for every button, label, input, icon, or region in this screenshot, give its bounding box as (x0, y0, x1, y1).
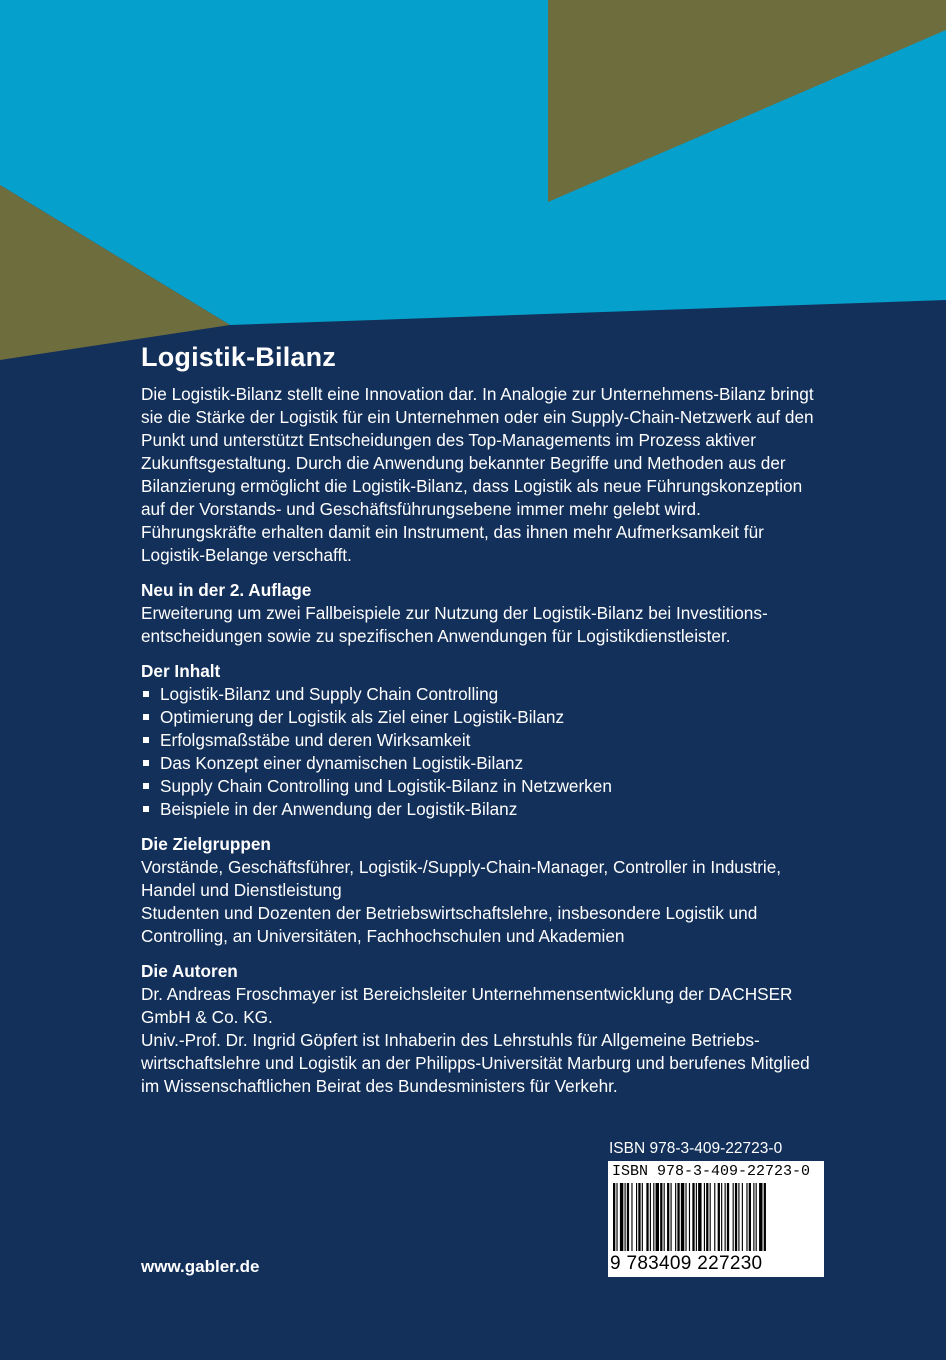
barcode-bar (698, 1183, 701, 1251)
authors-heading: Die Autoren (141, 961, 238, 981)
barcode-bar (667, 1183, 669, 1251)
barcode-bar (753, 1183, 754, 1251)
barcode-bar (718, 1183, 720, 1251)
barcode-bar (656, 1183, 659, 1251)
contents-heading: Der Inhalt (141, 661, 221, 681)
barcode-bar (689, 1183, 690, 1251)
barcode-bar (706, 1183, 708, 1251)
barcode-bar (625, 1183, 626, 1251)
target-groups-line1: Vorstände, Geschäftsführer, Logistik-/Supply-Chain-Manager, Controller in Industrie, Handel und Dienstleistung (141, 857, 782, 900)
barcode-bar (756, 1183, 757, 1251)
new-edition-heading: Neu in der 2. Auflage (141, 580, 312, 600)
barcode-bar (735, 1183, 737, 1251)
list-item: Logistik-Bilanz und Supply Chain Controlling (141, 683, 821, 706)
barcode-bar (710, 1183, 711, 1251)
barcode-bar (725, 1183, 726, 1251)
barcode-bar (759, 1183, 762, 1251)
contents-section (141, 660, 821, 821)
isbn-barcode (608, 1161, 824, 1277)
list-item: Erfolgsmaßstäbe und deren Wirksamkeit (141, 729, 821, 752)
barcode-bar (650, 1183, 651, 1251)
list-item: Das Konzept einer dynamischen Logistik-Bilanz (141, 752, 821, 775)
barcode-bar (642, 1183, 643, 1251)
barcode-bar (738, 1183, 739, 1251)
publisher-website: www.gabler.de (141, 1257, 260, 1276)
barcode-bar (714, 1183, 715, 1251)
barcode-bar (616, 1183, 617, 1251)
target-groups-section (141, 833, 821, 948)
barcode-bar (696, 1183, 697, 1251)
barcode-bar (646, 1183, 648, 1251)
barcode-isbn-text: ISBN 978-3-409-22723-0 (612, 1163, 811, 1180)
list-item: Beispiele in der Anwendung der Logistik-Bilanz (141, 798, 821, 821)
intro-paragraph: Die Logistik-Bilanz stellt eine Innovation dar. In Analogie zur Unternehmens-Bilanz bringt sie die Stärke der Logistik für ein Unternehmen oder ein Supply-Chain-Netzwerk auf den Punkt und unterstützt Entscheidungen des Top-Managements im Prozess aktiver Zukunftsgestaltung. Durch die Anwendung bekannter Begriffe und Methoden aus der Bilanzierung ermöglicht die Logistik-Bilanz, dass Logistik als neue Führungskonzeption auf der Vorstands- und Geschäftsführungsebene immer mehr gelebt wird. Führungskräfte erhalten damit ein Instrument, das ihnen mehr Aufmerksamkeit für Logistik-Belange verschafft. (141, 384, 814, 565)
back-cover-text (141, 342, 821, 1098)
book-title: Logistik-Bilanz (141, 342, 337, 372)
target-groups-heading: Die Zielgruppen (141, 834, 271, 854)
barcode-bar (692, 1183, 694, 1251)
barcode-bar (613, 1183, 615, 1251)
contents-list (141, 683, 821, 821)
list-item: Supply Chain Controlling und Logistik-Bilanz in Netzwerken (141, 775, 821, 798)
barcode-bar (704, 1183, 705, 1251)
cover-geometric-artwork (0, 0, 946, 400)
barcode-bar (636, 1183, 637, 1251)
barcode-digits: 9 783409 227230 (610, 1253, 763, 1274)
barcode-bar (620, 1183, 623, 1251)
isbn-label: ISBN 978-3-409-22723-0 (609, 1140, 783, 1157)
barcode-bar (675, 1183, 676, 1251)
barcode-bar (733, 1183, 734, 1251)
barcode-bar (681, 1183, 684, 1251)
barcode-bar (721, 1183, 722, 1251)
authors-line1: Dr. Andreas Froschmayer ist Bereichsleiter Unternehmensentwicklung der DACHSER GmbH & Co. KG. (141, 984, 793, 1027)
barcode-bar (764, 1183, 766, 1251)
barcode-bar (664, 1183, 665, 1251)
list-item: Optimierung der Logistik als Ziel einer Logistik-Bilanz (141, 706, 821, 729)
barcode-bar (677, 1183, 679, 1251)
barcode-bar (631, 1183, 632, 1251)
barcode-bar (742, 1183, 743, 1251)
authors-line2: Univ.-Prof. Dr. Ingrid Göpfert ist Inhaberin des Lehrstuhls für Allgemeine Betriebs-wirtschaftslehre und Logistik an der Philipps-Universität Marburg und berufenes Mitglied im Wissenschaftlichen Beirat des Bundesministers für Verkehr. (141, 1030, 810, 1096)
barcode-bar (749, 1183, 751, 1251)
barcode-bar (627, 1183, 629, 1251)
new-edition-text: Erweiterung um zwei Fallbeispiele zur Nutzung der Logistik-Bilanz bei Investitions-entscheidungen sowie zu spezifischen Anwendungen für Logistikdienstleister. (141, 603, 768, 646)
barcode-bar (746, 1183, 747, 1251)
barcode-bar (671, 1183, 672, 1251)
barcode-bar (727, 1183, 729, 1251)
target-groups-line2: Studenten und Dozenten der Betriebswirtschaftslehre, insbesondere Logistik und Controlling, an Universitäten, Fachhochschulen und Akademien (141, 903, 758, 946)
barcode-bar (660, 1183, 662, 1251)
authors-section (141, 960, 821, 1098)
new-edition-section (141, 579, 821, 648)
barcode-bar (653, 1183, 654, 1251)
barcode-bar (638, 1183, 640, 1251)
barcode-bar (685, 1183, 686, 1251)
